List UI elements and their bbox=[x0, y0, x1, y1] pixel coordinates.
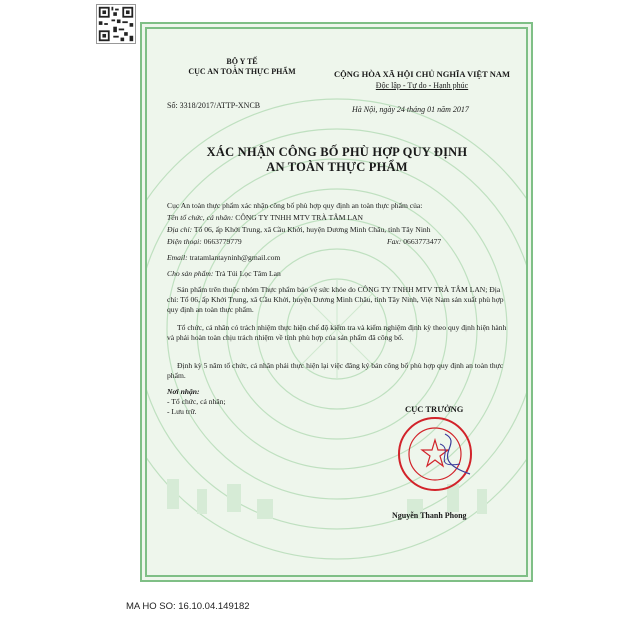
recipients bbox=[167, 387, 287, 417]
address-row bbox=[167, 225, 512, 235]
paragraph-renewal: Định kỳ 5 năm tổ chức, cá nhân phải thực hiện lại việc đăng ký bản công bố phù hợp quy định an toàn thực phẩm. bbox=[167, 361, 504, 380]
phone-label: Điện thoại: bbox=[167, 237, 202, 246]
issue-date: Hà Nội, ngày 24 tháng 01 năm 2017 bbox=[352, 105, 469, 114]
recipient-archive: - Lưu trữ. bbox=[167, 407, 197, 416]
product-value: Trà Túi Lọc Tâm Lan bbox=[215, 269, 281, 278]
issuing-agency bbox=[167, 57, 317, 77]
recipient-org: - Tổ chức, cá nhân; bbox=[167, 397, 226, 406]
signer-title: CỤC TRƯỞNG bbox=[405, 404, 464, 414]
document-title: XÁC NHẬN CÔNG BỐ PHÙ HỢP QUY ĐỊNH bbox=[206, 145, 468, 159]
official-seal bbox=[395, 414, 475, 494]
file-code: MA HO SO: 16.10.04.149182 bbox=[126, 601, 250, 612]
national-motto bbox=[317, 69, 527, 91]
fax-value: 0663773477 bbox=[403, 237, 442, 246]
intro-text: Cục An toàn thực phẩm xác nhận công bố phù hợp quy định an toàn thực phẩm của: bbox=[167, 201, 423, 210]
email-value[interactable]: tratamlantayninh@gmail.com bbox=[189, 253, 281, 262]
address-label: Địa chỉ: bbox=[167, 225, 193, 234]
org-label: Tên tổ chức, cá nhân: bbox=[167, 213, 234, 222]
ministry-name: BỘ Y TẾ bbox=[226, 57, 258, 66]
phone-value: 0663779779 bbox=[203, 237, 242, 246]
product-row bbox=[167, 269, 512, 279]
phone-row bbox=[167, 237, 512, 247]
product-label: Cho sản phẩm: bbox=[167, 269, 214, 278]
address-value: Tổ 06, ấp Khởi Trung, xã Cầu Khởi, huyện Dương Minh Châu, tỉnh Tây Ninh bbox=[193, 225, 431, 234]
paragraph-responsibility: Tổ chức, cá nhân có trách nhiệm thực hiện chế độ kiểm tra và kiểm nghiệm định kỳ theo quy định hiện hành và phải hoàn toàn chịu trách nhiệm về tính phù hợp của sản phẩm đã công bố. bbox=[167, 323, 507, 342]
signer-name: Nguyễn Thanh Phong bbox=[392, 511, 467, 520]
email-label: Email: bbox=[167, 253, 188, 262]
org-value: CÔNG TY TNHH MTV TRÀ TÂM LAN bbox=[235, 213, 363, 222]
org-row bbox=[167, 213, 512, 223]
recipients-label: Nơi nhận: bbox=[167, 387, 200, 396]
document-title-line2: AN TOÀN THỰC PHẨM bbox=[266, 160, 408, 174]
certificate-page bbox=[140, 22, 533, 582]
fax-label: Fax: bbox=[387, 237, 402, 246]
agency-name: CỤC AN TOÀN THỰC PHẨM bbox=[188, 67, 296, 76]
qr-code bbox=[96, 4, 136, 44]
paragraph-compliance: Sản phẩm trên thuộc nhóm Thực phẩm bảo vệ sức khỏe do CÔNG TY TNHH MTV TRÀ TÂM LAN; Địa chỉ: Tổ 06, ấp Khởi Trung, xã Cầu Khởi, huyện Dương Minh Châu, tỉnh Tây Ninh, Việt Nam sản xuất phù hợp quy định an toàn thực phẩm. bbox=[167, 285, 504, 314]
email-row bbox=[167, 253, 512, 263]
motto-line: Độc lập - Tự do - Hạnh phúc bbox=[375, 81, 469, 90]
document-number: Số: 3318/2017/ATTP-XNCB bbox=[167, 101, 261, 110]
republic-name: CỘNG HÒA XÃ HỘI CHỦ NGHĨA VIỆT NAM bbox=[333, 69, 511, 79]
